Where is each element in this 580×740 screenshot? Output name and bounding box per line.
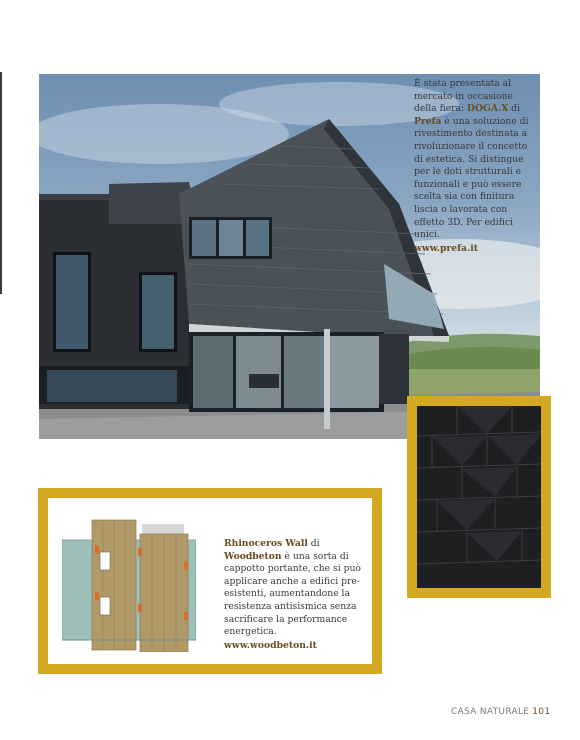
rhinoceros-body: è una sorta di cappotto portante, che si può applicare anche a edifici pre-esistenti, aumentandone la resistenza antisismica senza sacrificare la performance energetica.	[224, 550, 361, 638]
rhinoceros-box	[48, 498, 372, 664]
rhinoceros-brand-name: Woodbeton	[224, 550, 282, 562]
magazine-name: CASA NATURALE	[451, 707, 530, 717]
rhinoceros-by: di	[310, 538, 320, 549]
cladding-panel-photo	[417, 406, 541, 588]
doga-intro: È stata presentata al mercato in occasione della fiera:	[414, 78, 513, 115]
doga-by: di	[511, 103, 521, 115]
page-edge-line	[0, 72, 2, 294]
rhinoceros-article-text	[224, 538, 364, 652]
cladding-panel-frame	[407, 396, 551, 598]
doga-article-text	[414, 78, 538, 255]
doga-product-name: DOGA.X	[467, 103, 509, 115]
page-footer	[451, 707, 550, 717]
wall-render-image	[62, 512, 196, 652]
rhinoceros-box-frame	[38, 488, 382, 674]
doga-brand-name: Prefa	[414, 115, 442, 127]
doga-body: è una soluzione di rivestimento destinata a rivoluzionare il concetto di estetica. Si distingue per le doti strutturali e funzionali e può essere scelta sia con finitura liscia o lavorata con effetto 3D. Per edifici unici.	[414, 115, 529, 241]
rhinoceros-product-name: Rhinoceros Wall	[224, 538, 308, 549]
prefa-link[interactable]: www.prefa.it	[414, 242, 478, 254]
woodbeton-link[interactable]: www.woodbeton.it	[224, 639, 317, 651]
page-number: 101	[532, 707, 551, 717]
